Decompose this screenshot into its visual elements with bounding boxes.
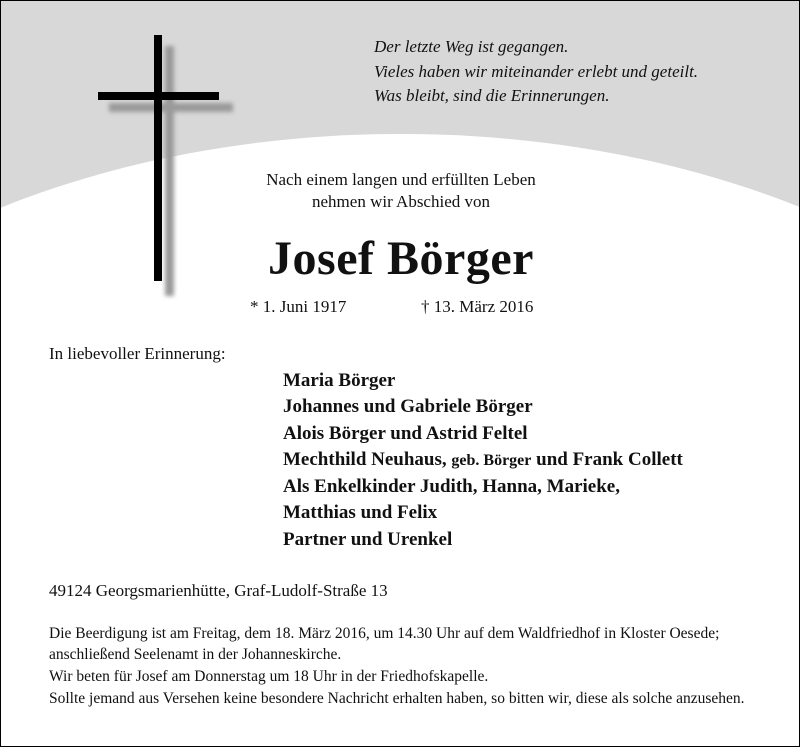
funeral-details <box>49 623 759 709</box>
mourner-line: Maria Börger <box>283 370 396 391</box>
mourner-line: Matthias und Felix <box>283 502 438 524</box>
mourner-line: Als Enkelkinder Judith, Hanna, Marieke, <box>283 476 620 498</box>
cross-icon <box>98 92 219 100</box>
mourner-line: Partner und Urenkel <box>283 528 453 550</box>
intro-line: nehmen wir Abschied von <box>312 192 490 211</box>
mourner-line <box>283 447 683 474</box>
cross-shadow <box>109 103 233 112</box>
deceased-name: Josef Börger <box>268 232 534 285</box>
quote-line: Was bleibt, sind die Erinnerungen. <box>374 86 610 105</box>
death-date: † 13. März 2016 <box>421 297 534 316</box>
quote <box>374 35 698 109</box>
maiden-name: geb. Börger <box>451 451 532 469</box>
birth-date: * 1. Juni 1917 <box>250 297 347 316</box>
mourners-list <box>283 368 683 553</box>
mourner-line: Johannes und Gabriele Börger <box>283 396 533 418</box>
quote-line: Vieles haben wir miteinander erlebt und geteilt. <box>374 61 699 81</box>
intro-text <box>201 169 601 213</box>
details-paragraph: Die Beerdigung ist am Freitag, dem 18. März 2016, um 14.30 Uhr auf dem Waldfriedhof in Kloster Oesede; anschließend Seelenamt in der Johanneskirche. <box>49 625 720 663</box>
quote-line: Der letzte Weg ist gegangen. <box>374 37 569 56</box>
address: 49124 Georgsmarienhütte, Graf-Ludolf-Straße 13 <box>49 581 388 600</box>
mourner-line: Alois Börger und Astrid Feltel <box>283 422 528 444</box>
mourner-name: und Frank Collett <box>536 448 683 470</box>
intro-line: Nach einem langen und erfüllten Leben <box>266 170 536 189</box>
details-paragraph: Wir beten für Josef am Donnerstag um 18 Uhr in der Friedhofskapelle. <box>49 668 489 685</box>
mourner-name: Mechthild Neuhaus, <box>283 448 447 470</box>
memory-label: In liebevoller Erinnerung: <box>49 344 226 363</box>
details-paragraph: Sollte jemand aus Versehen keine besondere Nachricht erhalten haben, so bitten wir, diese als solche anzusehen. <box>49 690 745 707</box>
